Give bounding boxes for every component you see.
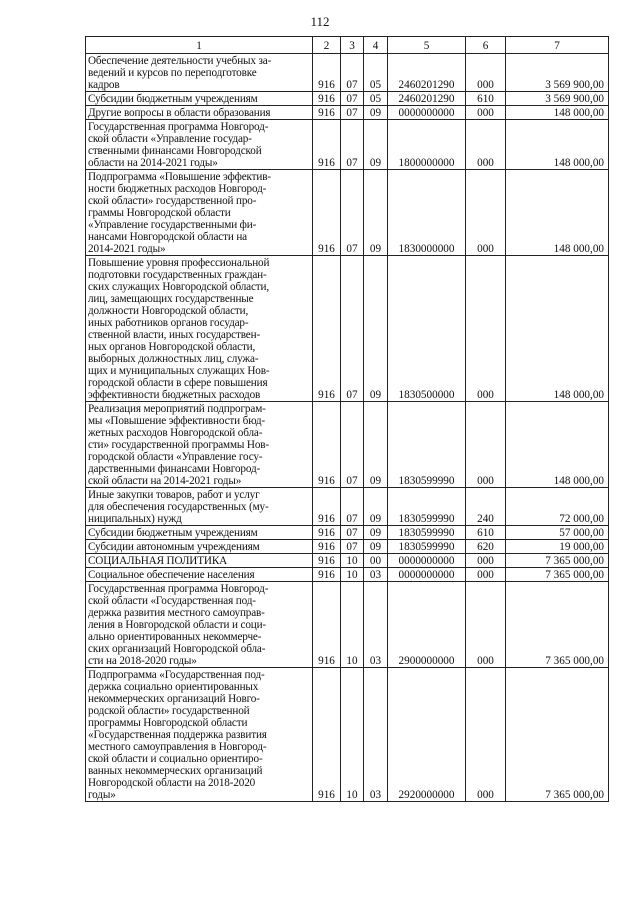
section-code-cell: 07 bbox=[341, 256, 364, 402]
section-code-cell: 07 bbox=[341, 488, 364, 526]
amount-cell: 148 000,00 bbox=[506, 402, 609, 488]
section-code-cell: 10 bbox=[341, 554, 364, 568]
target-article-cell: 1800000000 bbox=[388, 120, 466, 170]
header-cell: 3 bbox=[341, 37, 364, 54]
table-row bbox=[86, 540, 609, 554]
section-code-cell: 10 bbox=[341, 568, 364, 582]
expense-type-cell: 000 bbox=[466, 568, 506, 582]
amount-cell: 7 365 000,00 bbox=[506, 668, 609, 802]
expense-type-cell: 000 bbox=[466, 554, 506, 568]
section-code-cell: 10 bbox=[341, 668, 364, 802]
admin-code-cell: 916 bbox=[313, 170, 341, 256]
admin-code-cell: 916 bbox=[313, 402, 341, 488]
header-cell: 5 bbox=[388, 37, 466, 54]
target-article-cell: 2460201290 bbox=[388, 54, 466, 92]
amount-cell: 7 365 000,00 bbox=[506, 554, 609, 568]
amount-cell: 3 569 900,00 bbox=[506, 54, 609, 92]
amount-cell: 148 000,00 bbox=[506, 170, 609, 256]
header-cell: 2 bbox=[313, 37, 341, 54]
admin-code-cell: 916 bbox=[313, 54, 341, 92]
item-name-cell: Реализация мероприятий подпрограм- мы «Повышение эффективности бюд- жетных расходов Новгородской обла- сти» государственной программы Нов- городской области «Управление госу- дарственными финансами Новгород- ской области на 2014-2021 годы» bbox=[86, 402, 313, 488]
section-code-cell: 07 bbox=[341, 402, 364, 488]
target-article-cell: 1830500000 bbox=[388, 256, 466, 402]
table-header-row bbox=[86, 37, 609, 54]
expense-type-cell: 000 bbox=[466, 54, 506, 92]
target-article-cell: 0000000000 bbox=[388, 106, 466, 120]
amount-cell: 3 569 900,00 bbox=[506, 92, 609, 106]
table-row bbox=[86, 106, 609, 120]
table-row bbox=[86, 582, 609, 668]
expense-type-cell: 000 bbox=[466, 582, 506, 668]
subsection-code-cell: 03 bbox=[364, 582, 388, 668]
section-code-cell: 07 bbox=[341, 526, 364, 540]
amount-cell: 7 365 000,00 bbox=[506, 582, 609, 668]
table-row bbox=[86, 668, 609, 802]
table-row bbox=[86, 526, 609, 540]
subsection-code-cell: 09 bbox=[364, 106, 388, 120]
section-code-cell: 07 bbox=[341, 540, 364, 554]
amount-cell: 19 000,00 bbox=[506, 540, 609, 554]
budget-table bbox=[85, 36, 609, 802]
admin-code-cell: 916 bbox=[313, 488, 341, 526]
expense-type-cell: 000 bbox=[466, 120, 506, 170]
table-row bbox=[86, 256, 609, 402]
amount-cell: 148 000,00 bbox=[506, 106, 609, 120]
target-article-cell: 1830000000 bbox=[388, 170, 466, 256]
section-code-cell: 07 bbox=[341, 170, 364, 256]
item-name-cell: Государственная программа Новгород- ской области «Управление государ- ственными финансами Новгородской области на 2014-2021 годы» bbox=[86, 120, 313, 170]
subsection-code-cell: 03 bbox=[364, 668, 388, 802]
header-cell: 4 bbox=[364, 37, 388, 54]
admin-code-cell: 916 bbox=[313, 526, 341, 540]
expense-type-cell: 000 bbox=[466, 170, 506, 256]
subsection-code-cell: 05 bbox=[364, 54, 388, 92]
admin-code-cell: 916 bbox=[313, 120, 341, 170]
subsection-code-cell: 09 bbox=[364, 256, 388, 402]
expense-type-cell: 610 bbox=[466, 92, 506, 106]
amount-cell: 72 000,00 bbox=[506, 488, 609, 526]
target-article-cell: 1830599990 bbox=[388, 402, 466, 488]
item-name-cell: Субсидии бюджетным учреждениям bbox=[86, 526, 313, 540]
target-article-cell: 1830599990 bbox=[388, 540, 466, 554]
subsection-code-cell: 09 bbox=[364, 402, 388, 488]
table-row bbox=[86, 402, 609, 488]
subsection-code-cell: 09 bbox=[364, 540, 388, 554]
header-cell: 6 bbox=[466, 37, 506, 54]
target-article-cell: 2460201290 bbox=[388, 92, 466, 106]
item-name-cell: Субсидии автономным учреждениям bbox=[86, 540, 313, 554]
admin-code-cell: 916 bbox=[313, 106, 341, 120]
subsection-code-cell: 05 bbox=[364, 92, 388, 106]
item-name-cell: Подпрограмма «Государственная под- держка социально ориентированных некоммерческих организаций Новго- родской области» государственной программы Новгородской области «Государственная поддержка развития местного самоуправления в Новгород- ской области и социально ориентиро- ванных некоммерческих организаций Новгородской области на 2018-2020 годы» bbox=[86, 668, 313, 802]
expense-type-cell: 000 bbox=[466, 106, 506, 120]
target-article-cell: 2920000000 bbox=[388, 668, 466, 802]
page-number: 112 bbox=[310, 14, 330, 29]
target-article-cell: 0000000000 bbox=[388, 568, 466, 582]
expense-type-cell: 000 bbox=[466, 402, 506, 488]
expense-type-cell: 610 bbox=[466, 526, 506, 540]
item-name-cell: Обеспечение деятельности учебных за- ведений и курсов по переподготовке кадров bbox=[86, 54, 313, 92]
item-name-cell: Другие вопросы в области образования bbox=[86, 106, 313, 120]
table-row bbox=[86, 170, 609, 256]
target-article-cell: 2900000000 bbox=[388, 582, 466, 668]
item-name-cell: СОЦИАЛЬНАЯ ПОЛИТИКА bbox=[86, 554, 313, 568]
amount-cell: 148 000,00 bbox=[506, 120, 609, 170]
section-code-cell: 07 bbox=[341, 54, 364, 92]
admin-code-cell: 916 bbox=[313, 92, 341, 106]
item-name-cell: Повышение уровня профессиональной подготовки государственных граждан- ских служащих Новгородской области, лиц, замещающих государственные должности Новгородской области, иных работников органов государ- ственной власти, иных государствен- ных органов Новгородской области, выборных должностных лиц, служа- щих и муниципальных служащих Нов- городской области в сфере повышения эффективности бюджетных расходов bbox=[86, 256, 313, 402]
table-row bbox=[86, 92, 609, 106]
section-code-cell: 07 bbox=[341, 106, 364, 120]
subsection-code-cell: 09 bbox=[364, 526, 388, 540]
item-name-cell: Иные закупки товаров, работ и услуг для обеспечения государственных (му- ниципальных) нужд bbox=[86, 488, 313, 526]
target-article-cell: 0000000000 bbox=[388, 554, 466, 568]
admin-code-cell: 916 bbox=[313, 256, 341, 402]
admin-code-cell: 916 bbox=[313, 582, 341, 668]
target-article-cell: 1830599990 bbox=[388, 526, 466, 540]
header-cell: 7 bbox=[506, 37, 609, 54]
amount-cell: 148 000,00 bbox=[506, 256, 609, 402]
expense-type-cell: 000 bbox=[466, 668, 506, 802]
expense-type-cell: 000 bbox=[466, 256, 506, 402]
subsection-code-cell: 09 bbox=[364, 488, 388, 526]
item-name-cell: Субсидии бюджетным учреждениям bbox=[86, 92, 313, 106]
table-row bbox=[86, 554, 609, 568]
table-row bbox=[86, 54, 609, 92]
admin-code-cell: 916 bbox=[313, 668, 341, 802]
expense-type-cell: 620 bbox=[466, 540, 506, 554]
item-name-cell: Подпрограмма «Повышение эффектив- ности бюджетных расходов Новгород- ской области» государственной про- граммы Новгородской области «Управление государственными фи- нансами Новгородской области на 2014-2021 годы» bbox=[86, 170, 313, 256]
table-row bbox=[86, 568, 609, 582]
section-code-cell: 07 bbox=[341, 120, 364, 170]
admin-code-cell: 916 bbox=[313, 568, 341, 582]
item-name-cell: Социальное обеспечение населения bbox=[86, 568, 313, 582]
amount-cell: 7 365 000,00 bbox=[506, 568, 609, 582]
admin-code-cell: 916 bbox=[313, 554, 341, 568]
table-row bbox=[86, 488, 609, 526]
expense-type-cell: 240 bbox=[466, 488, 506, 526]
item-name-cell: Государственная программа Новгород- ской области «Государственная под- держка развития местного самоуправ- ления в Новгородской области и соци- ально ориентированных некоммерче- ских организаций Новгородской обла- сти на 2018-2020 годы» bbox=[86, 582, 313, 668]
section-code-cell: 10 bbox=[341, 582, 364, 668]
subsection-code-cell: 00 bbox=[364, 554, 388, 568]
table-body bbox=[86, 37, 609, 802]
header-cell: 1 bbox=[86, 37, 313, 54]
target-article-cell: 1830599990 bbox=[388, 488, 466, 526]
subsection-code-cell: 03 bbox=[364, 568, 388, 582]
subsection-code-cell: 09 bbox=[364, 170, 388, 256]
amount-cell: 57 000,00 bbox=[506, 526, 609, 540]
admin-code-cell: 916 bbox=[313, 540, 341, 554]
subsection-code-cell: 09 bbox=[364, 120, 388, 170]
table-row bbox=[86, 120, 609, 170]
section-code-cell: 07 bbox=[341, 92, 364, 106]
